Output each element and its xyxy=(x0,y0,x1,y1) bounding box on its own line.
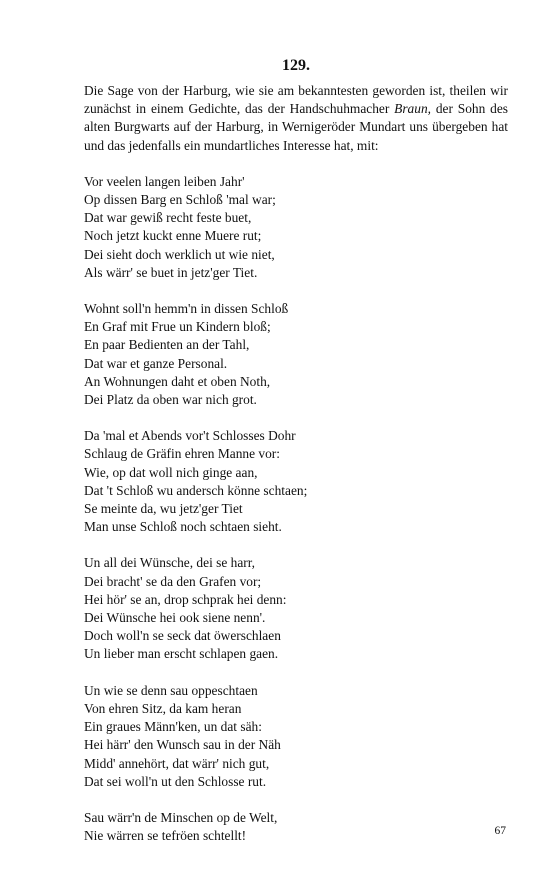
poem-line: Un lieber man erscht schlapen gaen. xyxy=(84,646,279,662)
poem-line: Dei bracht' se da den Grafen vor; xyxy=(84,573,262,589)
stanza-1 xyxy=(84,173,508,282)
poem-line: Noch jetzt kuckt enne Muere rut; xyxy=(84,228,262,244)
poem-line: Dei Wünsche hei ook siene nenn'. xyxy=(84,610,266,626)
poem-line: Man unse Schloß noch schtaen sieht. xyxy=(84,519,282,535)
page-content xyxy=(84,56,508,845)
poem-line: Sau wärr'n de Minschen op de Welt, xyxy=(84,809,278,825)
poem xyxy=(84,173,508,846)
section-number: 129. xyxy=(282,57,310,74)
poem-line: Se meinte da, wu jetz'ger Tiet xyxy=(84,501,243,517)
page-number: 67 xyxy=(494,825,506,837)
poem-line: Vor veelen langen leiben Jahr' xyxy=(84,173,245,189)
poem-line: Doch woll'n se seck dat öwerschlaen xyxy=(84,628,281,644)
poem-line: Dat war gewiß recht feste buet, xyxy=(84,210,252,226)
poem-line: Hei härr' den Wunsch sau in der Näh xyxy=(84,737,281,753)
stanza-4 xyxy=(84,554,508,663)
poem-line: Dei Platz da oben war nich grot. xyxy=(84,392,257,408)
author-name: Braun, xyxy=(394,101,431,117)
poem-line: Op dissen Barg en Schloß 'mal war; xyxy=(84,192,276,208)
poem-line: Un all dei Wünsche, dei se harr, xyxy=(84,555,256,571)
intro-text-start: Die Sage von der Harburg, wie sie am bekanntesten geworden ist, theilen wir zunächst in einem Gedichte, das der Handschuhmacher xyxy=(84,83,508,117)
poem-line: Als wärr' se buet in jetz'ger Tiet. xyxy=(84,264,258,280)
poem-line: Da 'mal et Abends vor't Schlosses Dohr xyxy=(84,428,296,444)
poem-line: Hei hör' se an, drop schprak hei denn: xyxy=(84,591,287,607)
poem-line: En paar Bedienten an der Tahl, xyxy=(84,337,250,353)
poem-line: Wohnt soll'n hemm'n in dissen Schloß xyxy=(84,301,289,317)
intro-text-end: der Sohn des alten Burgwarts auf der Harburg, in Wernigeröder Mundart uns übergeben hat und das jedenfalls ein mundartliches Interesse hat, mit: xyxy=(84,101,508,153)
poem-line: Dat war et ganze Personal. xyxy=(84,355,228,371)
poem-line: An Wohnungen daht et oben Noth, xyxy=(84,373,271,389)
poem-line: Schlaug de Gräfin ehren Manne vor: xyxy=(84,446,280,462)
poem-line: En Graf mit Frue un Kindern bloß; xyxy=(84,319,271,335)
poem-line: Von ehren Sitz, da kam heran xyxy=(84,700,242,716)
stanza-6 xyxy=(84,809,508,845)
stanza-2 xyxy=(84,300,508,409)
poem-line: Wie, op dat woll nich ginge aan, xyxy=(84,464,258,480)
poem-line: Dat sei woll'n ut den Schlosse rut. xyxy=(84,773,267,789)
poem-line: Dei sieht doch werklich ut wie niet, xyxy=(84,246,275,262)
poem-line: Ein graues Männ'ken, un dat säh: xyxy=(84,719,262,735)
poem-line: Dat 't Schloß wu andersch könne schtaen; xyxy=(84,482,308,498)
poem-line: Midd' annehört, dat wärr' nich gut, xyxy=(84,755,270,771)
poem-line: Un wie se denn sau oppeschtaen xyxy=(84,682,258,698)
stanza-3 xyxy=(84,427,508,536)
poem-line: Nie wärren se tefröen schtellt! xyxy=(84,828,247,844)
stanza-5 xyxy=(84,682,508,791)
intro-paragraph xyxy=(84,82,508,155)
